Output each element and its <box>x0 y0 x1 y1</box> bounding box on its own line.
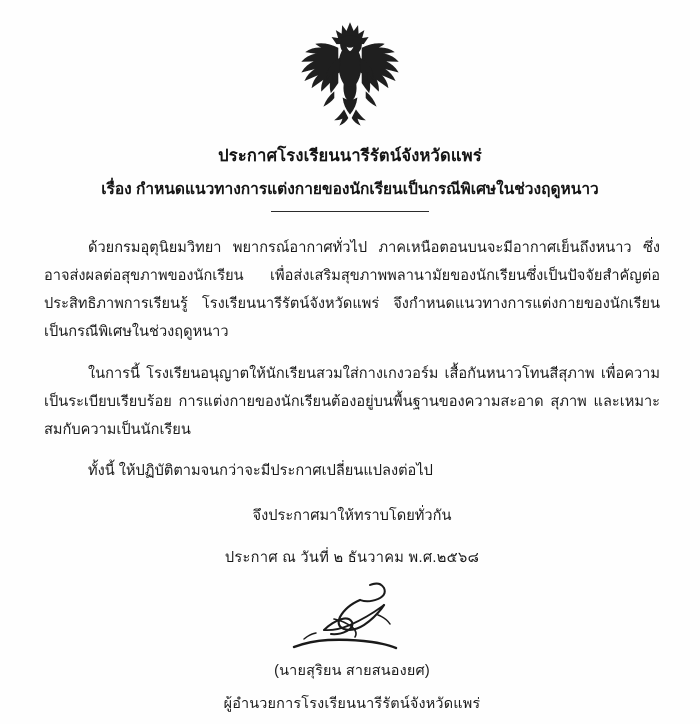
document-body <box>0 234 700 715</box>
emblem-container <box>0 0 700 136</box>
closing-block <box>44 503 660 572</box>
signer-name: (นายสุริยน สายสนองยศ) <box>274 662 430 679</box>
garuda-emblem-icon <box>286 18 414 136</box>
announced-date: ประกาศ ณ วันที่ ๒ ธันวาคม พ.ศ.๒๕๖๘ <box>224 549 480 566</box>
paragraph: ในการนี้ โรงเรียนอนุญาตให้นักเรียนสวมใส่กางเกงวอร์ม เสื้อกันหนาวโทนสีสุภาพ เพื่อความเป็นระเบียบเรียบร้อย การแต่งกายของนักเรียนต้องอยู่บนพื้นฐานของความสะอาด สุภาพ และเหมาะสมกับความเป็นนักเรียน <box>44 365 660 438</box>
divider-line <box>271 211 429 212</box>
closing-line: จึงประกาศมาให้ทราบโดยทั่วกัน <box>252 508 452 525</box>
handwritten-signature <box>274 579 424 657</box>
paragraph: ทั้งนี้ ให้ปฏิบัติตามจนกว่าจะมีประกาศเปลี่ยนแปลงต่อไป <box>88 463 433 480</box>
document-subject: เรื่อง กำหนดแนวทางการแต่งกายของนักเรียนเป็นกรณีพิเศษในช่วงฤดูหนาว <box>101 180 599 198</box>
signature-block <box>44 579 660 715</box>
signer-position: ผู้อำนวยการโรงเรียนนารีรัตน์จังหวัดแพร่ <box>223 695 481 712</box>
page-title: ประกาศโรงเรียนนารีรัตน์จังหวัดแพร่ <box>218 147 482 165</box>
paragraph: ด้วยกรมอุตุนิยมวิทยา พยากรณ์อากาศทั่วไป ภาคเหนือตอนบนจะมีอากาศเย็นถึงหนาว ซึ่งอาจส่งผลต่อสุขภาพของนักเรียน เพื่อส่งเสริมสุขภาพพลานามัยของนักเรียนซึ่งเป็นปัจจัยสำคัญต่อประสิทธิภาพการเรียนรู้ โรงเรียนนารีรัตน์จังหวัดแพร่ จึงกำหนดแนวทางการแต่งกายของนักเรียนเป็นกรณีพิเศษในช่วงฤดูหนาว <box>44 240 660 341</box>
heading-divider <box>0 211 700 212</box>
document-heading <box>0 144 700 212</box>
